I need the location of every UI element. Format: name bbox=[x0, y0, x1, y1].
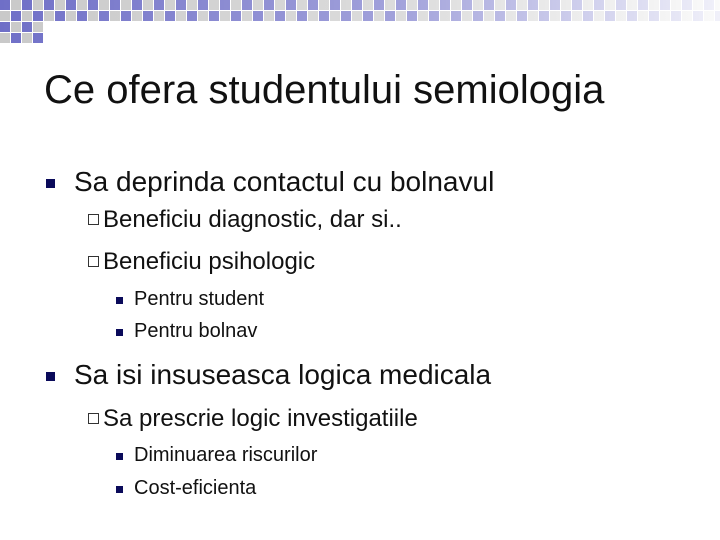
square-bullet-icon bbox=[46, 372, 55, 381]
square-bullet-icon bbox=[116, 486, 123, 493]
square-bullet-icon bbox=[116, 297, 123, 304]
slide-title: Ce ofera studentului semiologia bbox=[44, 68, 605, 112]
square-bullet-icon bbox=[116, 453, 123, 460]
header-decoration bbox=[0, 0, 720, 44]
bullet-2-text: Sa isi insuseasca logica medicala bbox=[74, 359, 492, 390]
hollow-square-icon bbox=[88, 214, 99, 225]
hollow-square-icon bbox=[88, 413, 99, 424]
bullet-2-1-text: Sa prescrie logic investigatiile bbox=[103, 405, 418, 432]
bullet-1-2-1-text: Pentru student bbox=[134, 288, 265, 310]
bullet-1-1-text: Beneficiu diagnostic, dar si.. bbox=[103, 206, 402, 233]
bullet-2-1-1-text: Diminuarea riscurilor bbox=[134, 444, 318, 466]
bullet-1-2-text: Beneficiu psihologic bbox=[103, 248, 316, 275]
hollow-square-icon bbox=[88, 256, 99, 267]
square-bullet-icon bbox=[46, 179, 55, 188]
square-bullet-icon bbox=[116, 329, 123, 336]
bullet-1-text: Sa deprinda contactul cu bolnavul bbox=[74, 166, 495, 197]
bullet-1-2-2-text: Pentru bolnav bbox=[134, 320, 258, 342]
bullet-2-1-2-text: Cost-eficienta bbox=[134, 477, 257, 499]
